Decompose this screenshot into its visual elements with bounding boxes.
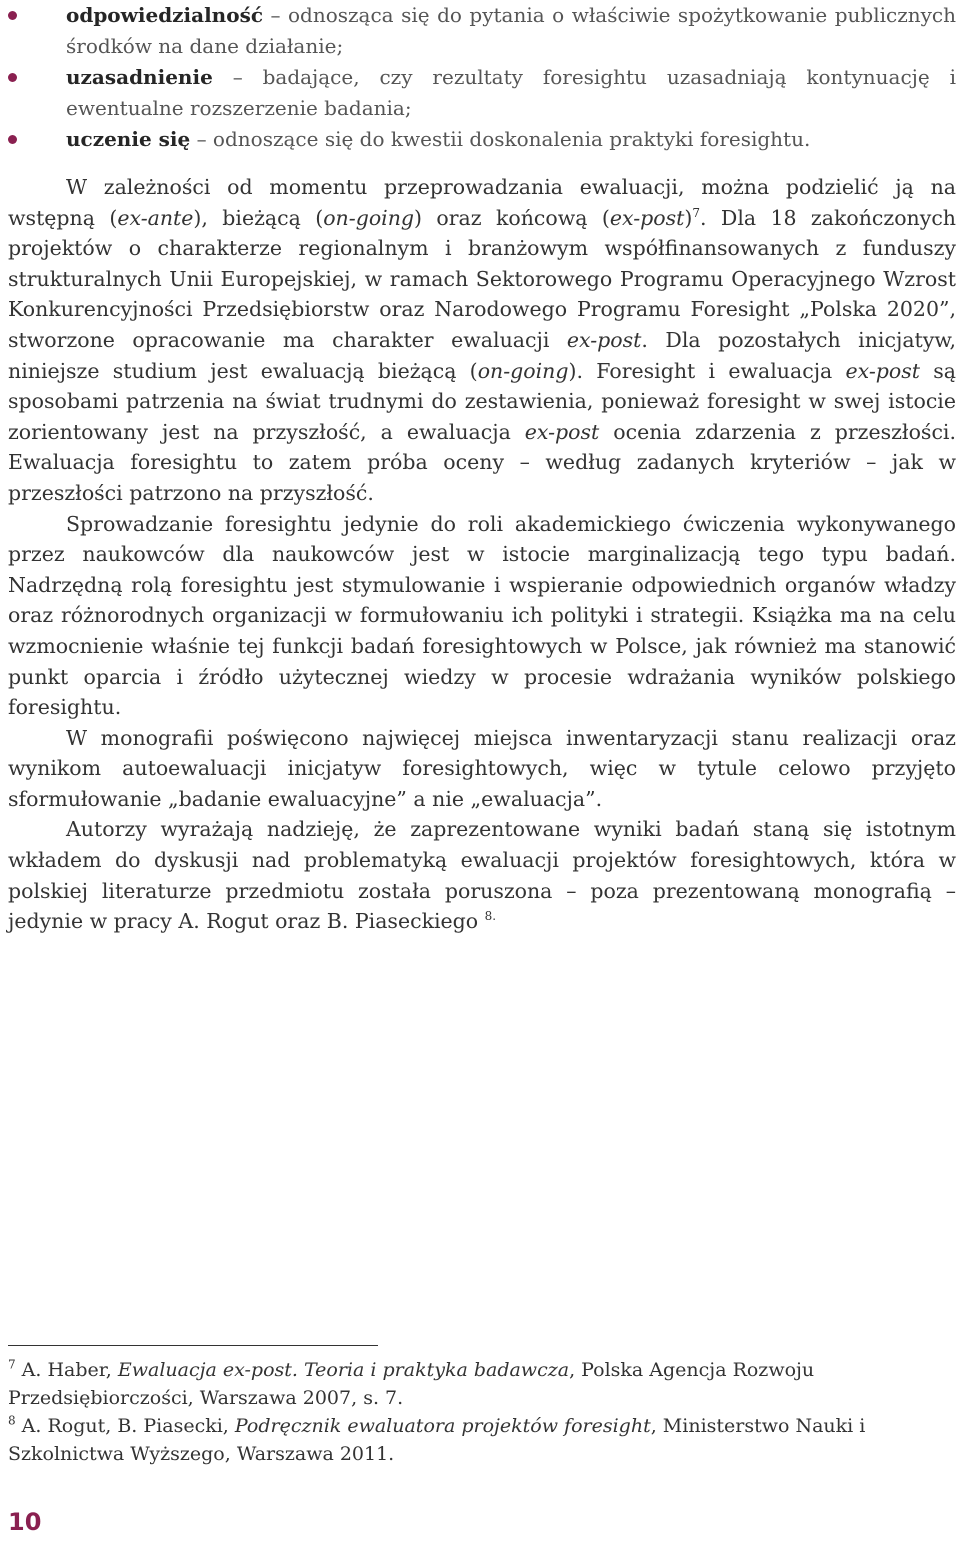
list-item [8,124,956,155]
bullet-icon [8,73,17,82]
page-number: 10 [8,1508,42,1536]
body-text [8,172,956,937]
footnote-ref-7[interactable]: 7 [692,205,700,220]
bullet-icon [8,11,17,20]
footnote-7: $^7$ A. Haber, Ewaluacja ex-post. Teoria i praktyka badawcza, Polska Agencja Rozwoju Przedsiębiorczości, Warszawa 2007, s. 7. [8,1357,815,1409]
list-item [8,0,956,62]
footnotes [8,1356,956,1468]
bullet-term: odpowiedzialność [66,3,264,27]
paragraph-2: Sprowadzanie foresightu jedynie do roli akademickiego ćwiczenia wykonywanego przez naukowców dla naukowców jest w istocie marginalizacją tego typu badań. Nadrzędną rolą foresightu jest stymulowanie i wspieranie odpowiednich organów władzy oraz różnorodnych organizacji w formułowaniu ich polityki i strategii. Książka ma na celu wzmocnienie właśnie tej funkcji badań foresightowych w Polsce, jak również ma stanowić punkt oparcia i źródło użytecznej wiedzy w procesie wdrażania wyników polskiego foresightu. [8,511,956,720]
footnote-8: $^8$ A. Rogut, B. Piasecki, Podręcznik ewaluatora projektów foresight, Ministerstwo Nauki i Szkolnictwa Wyższego, Warszawa 2011. [8,1413,866,1465]
bullet-icon [8,135,17,144]
paragraph-4: Autorzy wyrażają nadzieję, że zaprezentowane wyniki badań staną się istotnym wkładem do dyskusji nad problematyką ewaluacji projektów foresightowych, która w polskiej literaturze przedmiotu została poruszona – poza prezentowaną monografią – jedynie w pracy A. Rogut oraz B. Piaseckiego $^{8.}$ [8,817,956,934]
bullet-term: uczenie się [66,127,191,151]
list-item [8,62,956,124]
bullet-term: uzasadnienie [66,65,213,89]
bullet-text: – odnoszące się do kwestii doskonalenia praktyki foresightu. [190,127,811,151]
bullet-text: – badające, czy rezultaty foresightu uzasadniają kontynuację i ewentualne rozszerzenie badania; [66,65,956,120]
paragraph-1: W zależności od momentu przeprowadzania ewaluacji, można podzielić ją na wstępną (ex-ante), bieżącą (on-going) oraz końcową (ex-post)$^7$. Dla 18 zakończonych projektów o charakterze regionalnym i branżowym współfinansowanych z funduszy strukturalnych Unii Europejskiej, w ramach Sektorowego Programu Operacyjnego Wzrost Konkurencyjności Przedsiębiorstw oraz Narodowego Programu Foresight „Polska 2020”, stworzone opracowanie ma charakter ewaluacji ex-post. Dla pozostałych inicjatyw, niniejsze studium jest ewaluacją bieżącą (on-going). Foresight i ewaluacja ex-post są sposobami patrzenia na świat trudnymi do zestawienia, ponieważ foresight w swej istocie zorientowany jest na przyszłość, a ewaluacja ex-post ocenia zdarzenia z przeszłości. Ewaluacja foresightu to zatem próba oceny – według zadanych kryteriów – jak w przeszłości patrzono na przyszłość. [8,175,957,505]
bullet-text: – odnosząca się do pytania o właściwie spożytkowanie publicznych środków na dane działanie; [66,3,956,58]
paragraph-3: W monografii poświęcono najwięcej miejsca inwentaryzacji stanu realizacji oraz wynikom autoewaluacji inicjatyw foresightowych, więc w tytule celowo przyjęto sformułowanie „badanie ewaluacyjne” a nie „ewaluacja”. [8,725,956,811]
bullet-list [8,0,956,155]
footnote-divider [8,1345,378,1346]
footnote-ref-8[interactable]: 8. [484,909,497,924]
